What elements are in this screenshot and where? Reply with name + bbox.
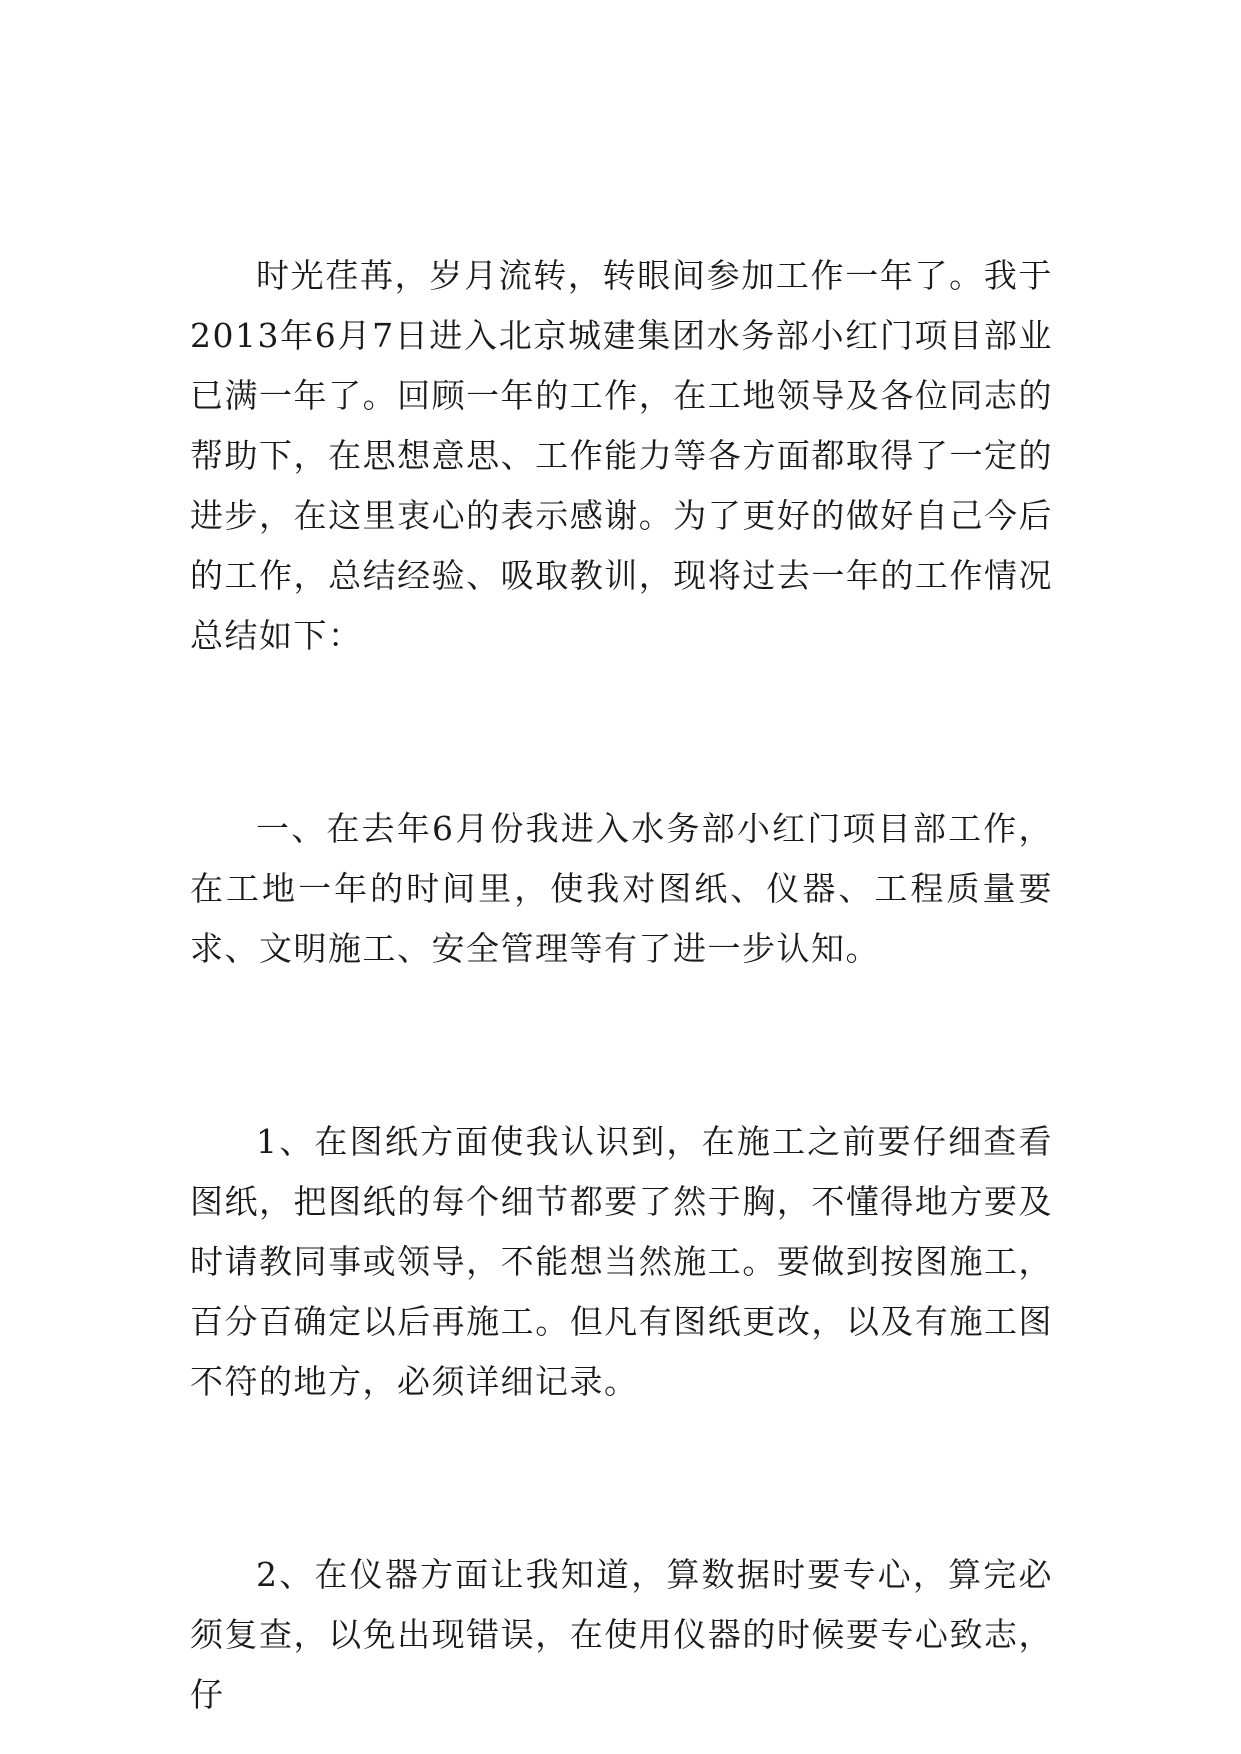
paragraph-item-instruments: 2、在仪器方面让我知道，算数据时要专心，算完必须复查，以免出现错误，在使用仪器的时候要专心致志，仔 (190, 1555, 1053, 1714)
paragraph-intro: 时光荏苒，岁月流转，转眼间参加工作一年了。我于2013年6月7日进入北京城建集团水务部小红门项目部业已满一年了。回顾一年的工作，在工地领导及各位同志的帮助下，在思想意思、工作能力等各方面都取得了一定的进步，在这里衷心的表示感谢。为了更好的做好自己今后的工作，总结经验、吸取教训，现将过去一年的工作情况总结如下： (190, 256, 1053, 655)
document-body (190, 246, 1053, 1725)
paragraph-section-one: 一、在去年6月份我进入水务部小红门项目部工作，在工地一年的时间里，使我对图纸、仪器、工程质量要求、文明施工、安全管理等有了进一步认知。 (190, 809, 1053, 968)
paragraph-item-drawings: 1、在图纸方面使我认识到，在施工之前要仔细查看图纸，把图纸的每个细节都要了然于胸，不懂得地方要及时请教同事或领导，不能想当然施工。要做到按图施工，百分百确定以后再施工。但凡有图纸更改，以及有施工图不符的地方，必须详细记录。 (190, 1122, 1053, 1401)
